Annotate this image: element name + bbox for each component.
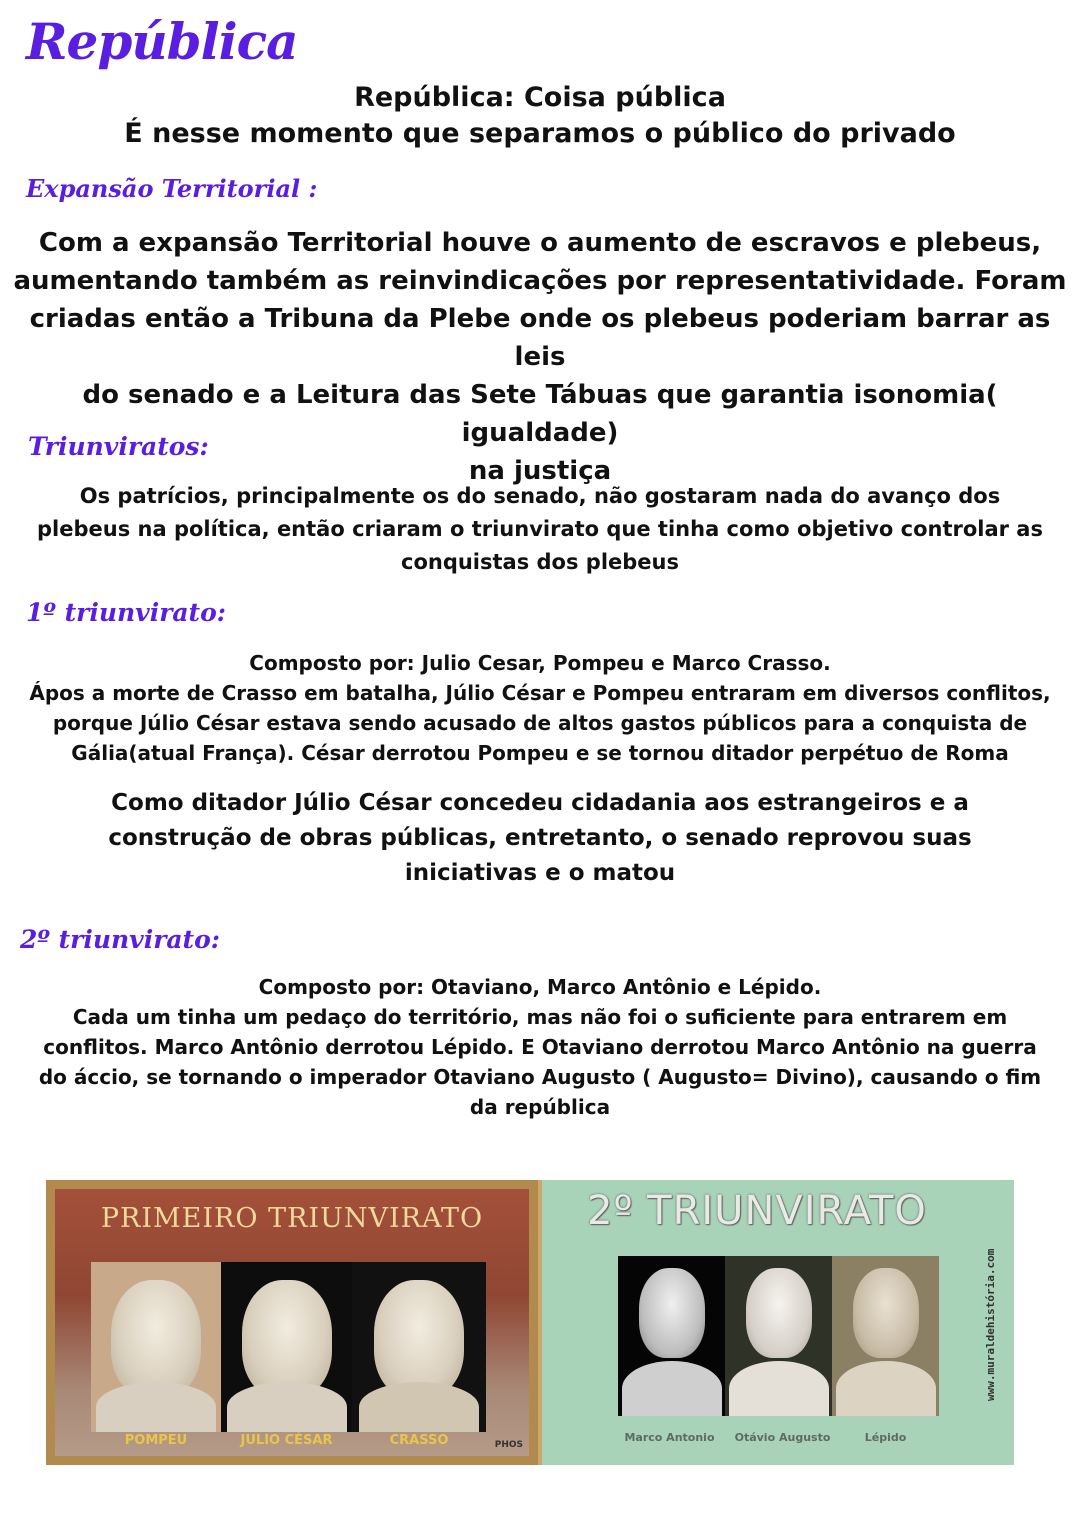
label-crasso: CRASSO (389, 1433, 449, 1448)
paragraph-line: Gália(atual França). César derrotou Pompeu e se tornou ditador perpétuo de Roma (71, 741, 1009, 765)
paragraph-line: Os patrícios, principalmente os do senado, não gostaram nada do avanço dos (79, 484, 1001, 508)
heading-triunviratos: Triunviratos: (28, 432, 209, 461)
paragraph-line: Composto por: Julio Cesar, Pompeu e Marco Crasso. (249, 651, 831, 675)
paragraph-segundo-triunvirato (0, 972, 1080, 1122)
paragraph-line: da república (469, 1095, 611, 1119)
paragraph-line: conflitos. Marco Antônio derrotou Lépido. E Otaviano derrotou Marco Antônio na guerra (43, 1035, 1037, 1059)
label-julio-cesar: JULIO CÉSAR (240, 1433, 333, 1448)
subtitle-definition: República: Coisa pública (354, 82, 726, 113)
paragraph-julio-cesar-ditador (0, 786, 1080, 891)
image-watermark: www.muraldehistória.com (984, 1248, 997, 1402)
paragraph-line: criadas então a Tribuna da Plebe onde os plebeus poderiam barrar as leis (29, 304, 1051, 372)
image-credit: PHOS (494, 1440, 523, 1450)
heading-expansao: Expansão Territorial : (26, 174, 318, 203)
subtitle-public-private: É nesse momento que separamos o público do privado (124, 118, 956, 149)
paragraph-line: Ápos a morte de Crasso em batalha, Júlio César e Pompeu entraram em diversos conflitos, (29, 681, 1051, 705)
paragraph-line: Cada um tinha um pedaço do território, mas não foi o suficiente para entrarem em (72, 1005, 1008, 1029)
paragraph-primeiro-triunvirato (0, 648, 1080, 768)
paragraph-line: do senado e a Leitura das Sete Tábuas que garantia isonomia( igualdade) (82, 380, 998, 448)
paragraph-line: Com a expansão Territorial houve o aumento de escravos e plebeus, (38, 228, 1042, 258)
bust-crasso-icon (352, 1262, 486, 1432)
paragraph-line: Composto por: Otaviano, Marco Antônio e Lépido. (258, 975, 822, 999)
paragraph-line: aumentando também as reinvindicações por representatividade. Foram (13, 266, 1067, 296)
label-pompeu: POMPEU (124, 1433, 188, 1448)
label-lepido: Lépido (864, 1431, 907, 1444)
paragraph-line: na justiça (468, 456, 612, 486)
page-title: República (26, 12, 298, 71)
bust-otavio-augusto-icon (725, 1256, 832, 1416)
segundo-triunvirato-image-title: 2º TRIUNVIRATO (587, 1188, 927, 1234)
bust-marco-antonio-icon (618, 1256, 725, 1416)
paragraph-line: porque Júlio César estava sendo acusado de altos gastos públicos para a conquista de (52, 711, 1028, 735)
paragraph-line: Como ditador Júlio César concedeu cidadania aos estrangeiros e a (111, 790, 969, 816)
label-marco-antonio: Marco Antonio (624, 1431, 715, 1444)
paragraph-line: plebeus na política, então criaram o triunvirato que tinha como objetivo controlar as (37, 517, 1043, 541)
paragraph-line: iniciativas e o matou (404, 860, 676, 886)
heading-segundo-triunvirato: 2º triunvirato: (20, 925, 221, 954)
paragraph-line: do áccio, se tornando o imperador Otaviano Augusto ( Augusto= Divino), causando o fim (38, 1065, 1042, 1089)
bust-lepido-icon (832, 1256, 939, 1416)
label-otavio-augusto: Otávio Augusto (734, 1431, 831, 1444)
bust-pompeu-icon (91, 1262, 221, 1432)
primeiro-triunvirato-image-title: PRIMEIRO TRIUNVIRATO (100, 1203, 484, 1234)
paragraph-line: conquistas dos plebeus (401, 550, 679, 574)
paragraph-line: construção de obras públicas, entretanto, o senado reprovou suas (108, 825, 972, 851)
primeiro-triunvirato-image (46, 1180, 538, 1465)
heading-primeiro-triunvirato: 1º triunvirato: (26, 598, 227, 627)
bust-julio-cesar-icon (221, 1262, 352, 1432)
triunvirato-images (46, 1180, 1014, 1465)
paragraph-triunviratos (0, 480, 1080, 579)
segundo-triunvirato-image (538, 1180, 1014, 1465)
